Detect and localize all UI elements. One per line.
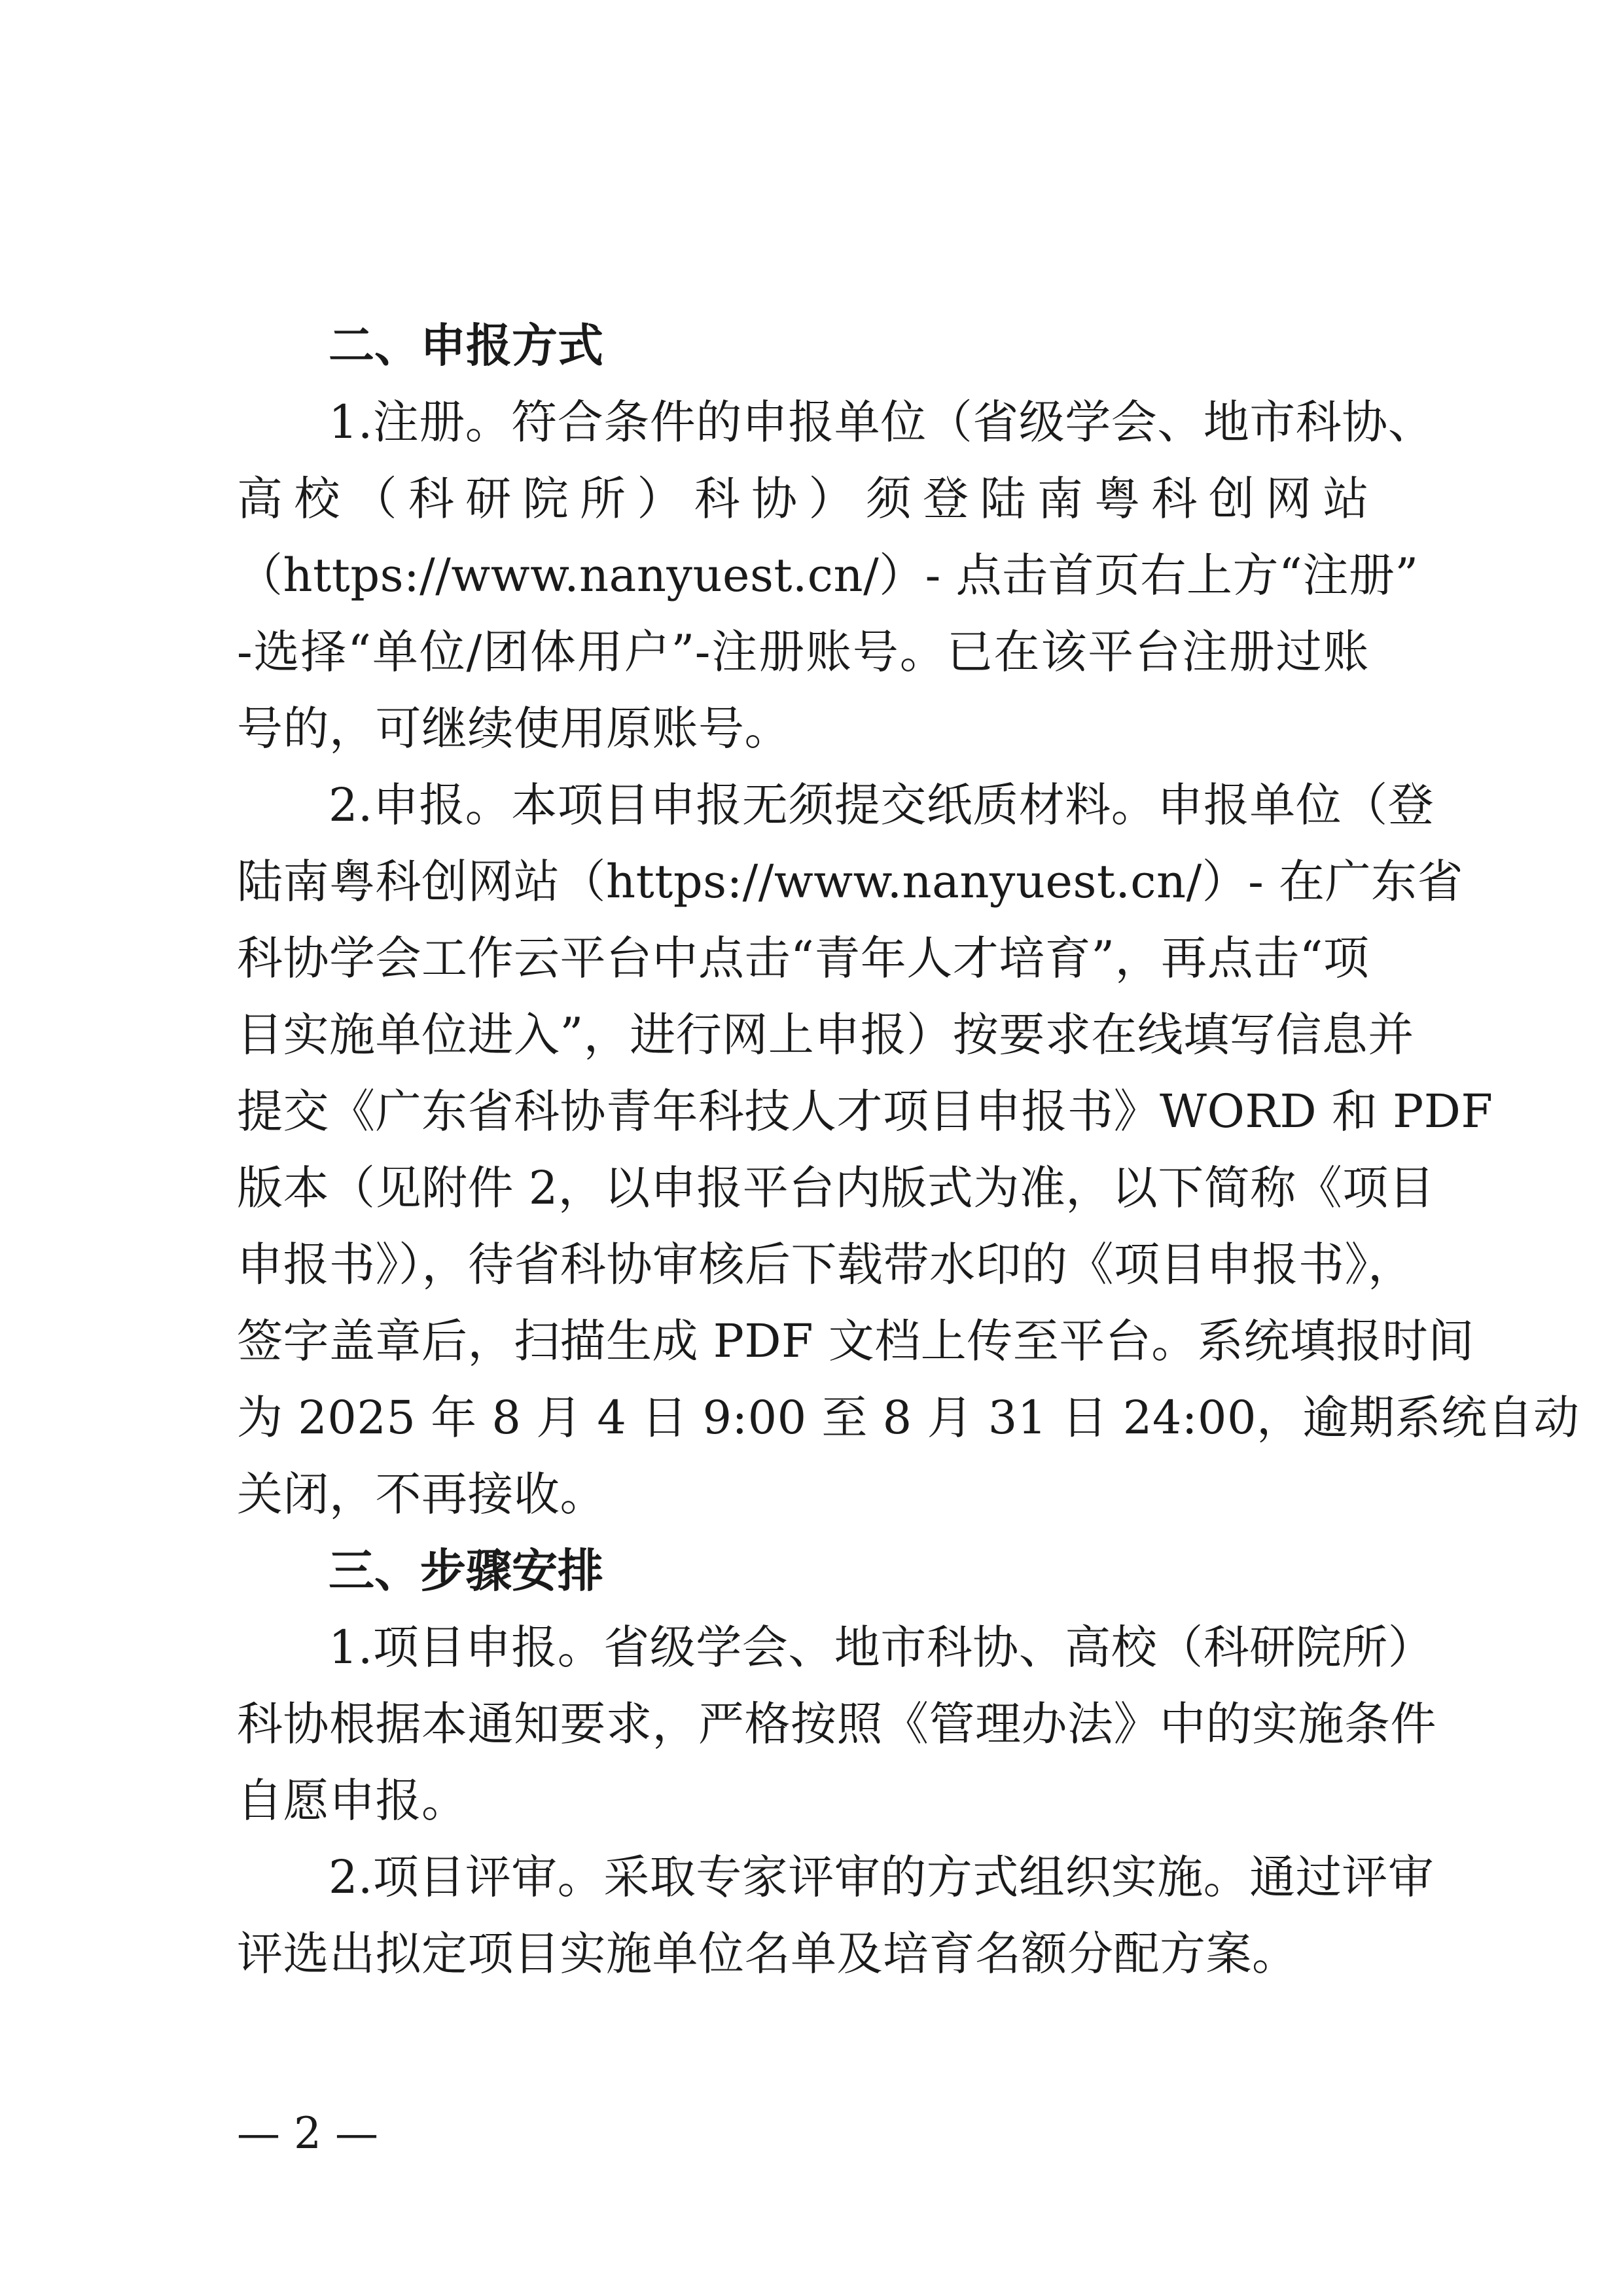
paragraph-project-application [237,1609,1436,1839]
text-line: 目实施单位进入”，进行网上申报）按要求在线填写信息并 [237,1008,1414,1062]
text-line: 科协根据本通知要求，严格按照《管理办法》中的实施条件 [237,1697,1436,1751]
text-line: 申报书》），待省科协审核后下载带水印的《项目申报书》， [237,1238,1414,1291]
text-line: 号的，可继续使用原账号。 [237,702,791,755]
text-line: 2.申报。本项目申报无须提交纸质材料。申报单位（登 [329,778,1435,832]
paragraph-application [237,767,1580,1533]
text-line: 评选出拟定项目实施单位名单及培育名额分配方案。 [237,1927,1298,1981]
text-line: 为 2025 年 8 月 4 日 9:00 至 8 月 31 日 24:00，逾期系统自动 [237,1391,1580,1444]
document-body [237,308,1580,1992]
page-number: — 2 — [237,2108,378,2159]
text-line: 提交《广东省科协青年科技人才项目申报书》WORD 和 PDF [237,1085,1493,1138]
section-heading-step-arrangement: 三、步骤安排 [329,1544,603,1598]
text-line: 版本（见附件 2，以申报平台内版式为准，以下简称《项目 [237,1161,1435,1215]
text-line: 高校（科研院所）科协）须登陆南粤科创网站 [237,472,1369,526]
text-line: （https://www.nanyuest.cn/）- 点击首页右上方“注册” [237,548,1419,602]
section-heading-application-method: 二、申报方式 [329,319,603,372]
paragraph-registration [237,384,1435,767]
text-line: -选择“单位/团体用户”-注册账号。已在该平台注册过账 [237,625,1369,679]
text-line: 科协学会工作云平台中点击“青年人才培育”，再点击“项 [237,931,1370,985]
text-line: 2.项目评审。采取专家评审的方式组织实施。通过评审 [329,1850,1435,1904]
text-line: 1.项目申报。省级学会、地市科协、高校（科研院所） [329,1621,1435,1674]
text-line: 1.注册。符合条件的申报单位（省级学会、地市科协、 [329,395,1435,449]
text-line: 陆南粤科创网站（https://www.nanyuest.cn/）- 在广东省 [237,855,1464,908]
text-line: 签字盖章后，扫描生成 PDF 文档上传至平台。系统填报时间 [237,1314,1474,1368]
text-line: 关闭，不再接收。 [237,1467,606,1521]
text-line: 自愿申报。 [237,1774,468,1827]
paragraph-project-review [237,1839,1435,1992]
